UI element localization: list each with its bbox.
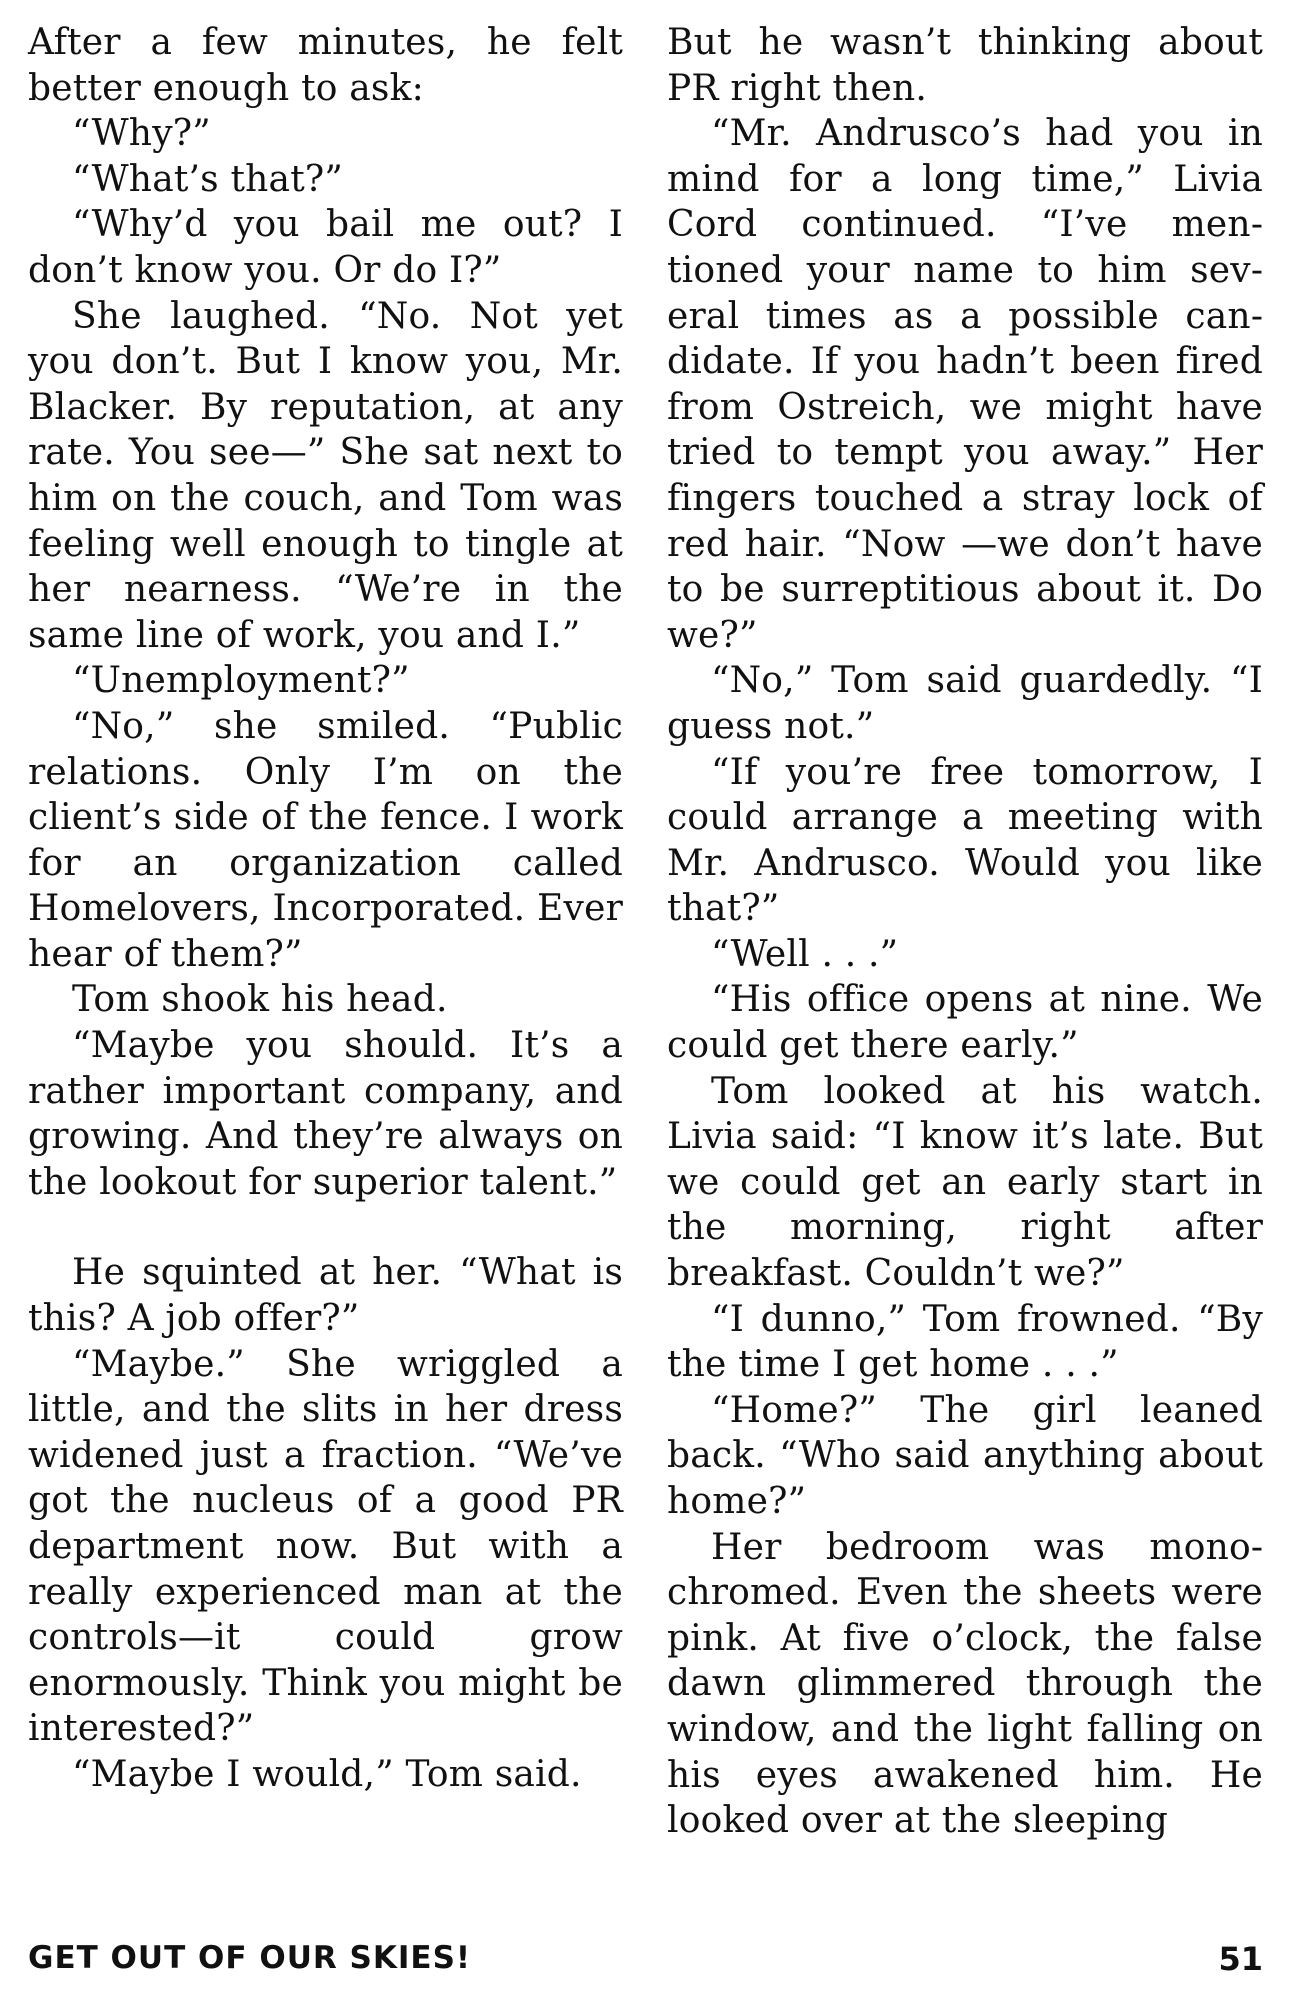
running-title: GET OUT OF OUR SKIES!	[28, 1940, 472, 1976]
paragraph: “Unemployment?”	[72, 660, 410, 702]
paragraph: “Maybe I would,” Tom said.	[72, 1753, 582, 1795]
paragraph: “Home?” The girl leaned back. “Who said anything about home?”	[667, 1389, 1263, 1522]
paragraph: Tom shook his head.	[72, 979, 448, 1021]
paragraph: After a few minutes, he felt better enough to ask:	[28, 22, 623, 109]
paragraph: “If you’re free tomorrow, I could arrange a meeting with Mr. Andrusco. Would you like that?”	[667, 751, 1263, 930]
paragraph: “No,” she smiled. “Public relations. Only I’m on the client’s side of the fence. I work for an organization called Homelovers, Incorporated. Ever hear of them?”	[28, 705, 623, 975]
page-footer	[28, 1940, 1263, 1990]
paragraph: “Why?”	[72, 113, 211, 155]
paragraph: “No,” Tom said guardedly. “I guess not.”	[667, 660, 1263, 747]
paragraph: She laughed. “No. Not yet you don’t. But I know you, Mr. Blacker. By reputation, at any rate. You see—” She sat next to him on the couch, and Tom was feeling well enough to tingle at her nearness. “We’re in the same line of work, you and I.”	[28, 295, 623, 656]
paragraph: “What’s that?”	[72, 158, 343, 200]
paragraph: “His office opens at nine. We could get there early.”	[667, 979, 1263, 1067]
paragraph: “Mr. Andrusco’s had you in mind for a long time,” Livia Cord continued. “I’ve mentioned your name to him several times as a possible candidate. If you hadn’t been fired from Ostreich, we might have tried to tempt you away.” Her fingers touched a stray lock of red hair. “Now —we don’t have to be surreptitious about it. Do we?”	[667, 113, 1263, 656]
paragraph: “Maybe.” She wriggled a little, and the slits in her dress widened just a fraction. “We’ve got the nucleus of a good PR department now. But with a really experienced man at the controls—it could grow enormously. Think you might be interested?”	[28, 1343, 623, 1750]
paragraph: “Well . . .”	[711, 933, 899, 975]
right-column	[667, 20, 1263, 1844]
page-number: 51	[1218, 1940, 1263, 1978]
left-column	[28, 20, 623, 1798]
paragraph: Her bedroom was monochromed. Even the sheets were pink. At five o’clock, the false dawn glimmered through the window, and the light falling on his eyes awakened him. He looked over at the sleeping	[667, 1526, 1263, 1842]
paragraph: He squinted at her. “What is this? A job offer?”	[28, 1252, 623, 1340]
paragraph: Tom looked at his watch. Livia said: “I know it’s late. But we could get an early start in the morning, right after breakfast. Couldn’t we?”	[667, 1070, 1263, 1295]
paragraph: “Maybe you should. It’s a rather important company, and growing. And they’re always on the lookout for superior talent.”	[28, 1025, 623, 1203]
paragraph: “Why’d you bail me out? I don’t know you. Or do I?”	[28, 204, 623, 291]
paragraph: “I dunno,” Tom frowned. “By the time I get home . . .”	[667, 1298, 1263, 1386]
paragraph: But he wasn’t thinking about PR right then.	[667, 22, 1263, 109]
